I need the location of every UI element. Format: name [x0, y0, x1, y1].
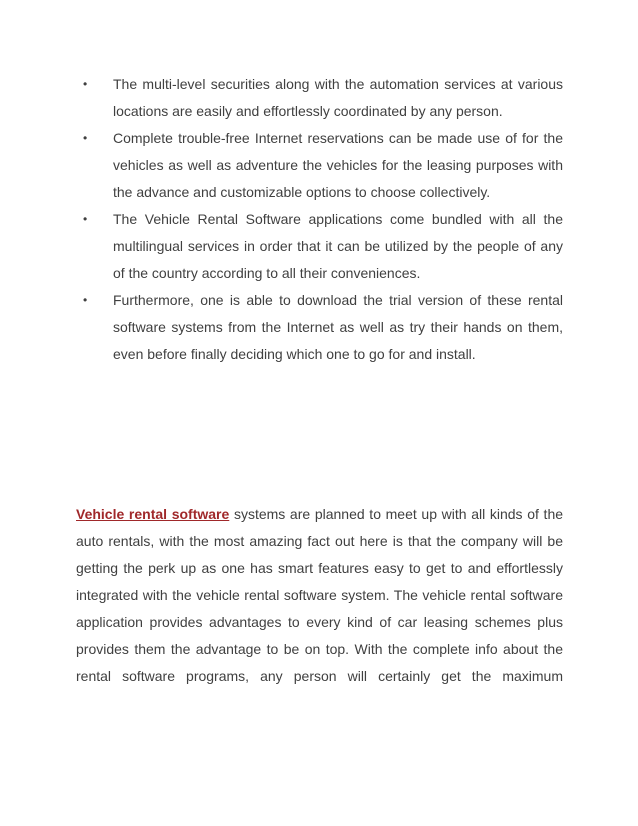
- bullet-icon: •: [83, 293, 88, 307]
- bullet-text: The multi-level securities along with the automation services at various locations are easily and effortlessly coordinated by any person.: [113, 76, 563, 119]
- bullet-text: The Vehicle Rental Software applications come bundled with all the multilingual services in order that it can be utilized by the people of any of the country according to all their conveniences.: [113, 211, 563, 281]
- bullet-item: [83, 71, 563, 125]
- bullet-icon: •: [83, 131, 88, 145]
- vehicle-rental-software-link[interactable]: Vehicle rental software: [76, 506, 230, 522]
- bullet-icon: •: [83, 77, 88, 91]
- bullet-icon: •: [83, 212, 88, 226]
- body-paragraph: [76, 501, 563, 690]
- bullet-text: Complete trouble-free Internet reservations can be made use of for the vehicles as well as adventure the vehicles for the leasing purposes with the advance and customizable options to choose collectively.: [113, 130, 563, 200]
- bullet-item: [83, 287, 563, 368]
- paragraph-text: systems are planned to meet up with all kinds of the auto rentals, with the most amazing fact out here is that the company will be getting the perk up as one has smart features easy to get to and effortlessly integrated with the vehicle rental software system. The vehicle rental software application provides advantages to every kind of car leasing schemes plus provides them the advantage to be on top. With the complete info about the rental software programs, any person will certainly get the maximum: [76, 506, 564, 684]
- bullet-list: [83, 71, 563, 368]
- bullet-text: Furthermore, one is able to download the trial version of these rental software systems from the Internet as well as try their hands on them, even before finally deciding which one to go for and install.: [113, 292, 563, 362]
- bullet-item: [83, 125, 563, 206]
- bullet-item: [83, 206, 563, 287]
